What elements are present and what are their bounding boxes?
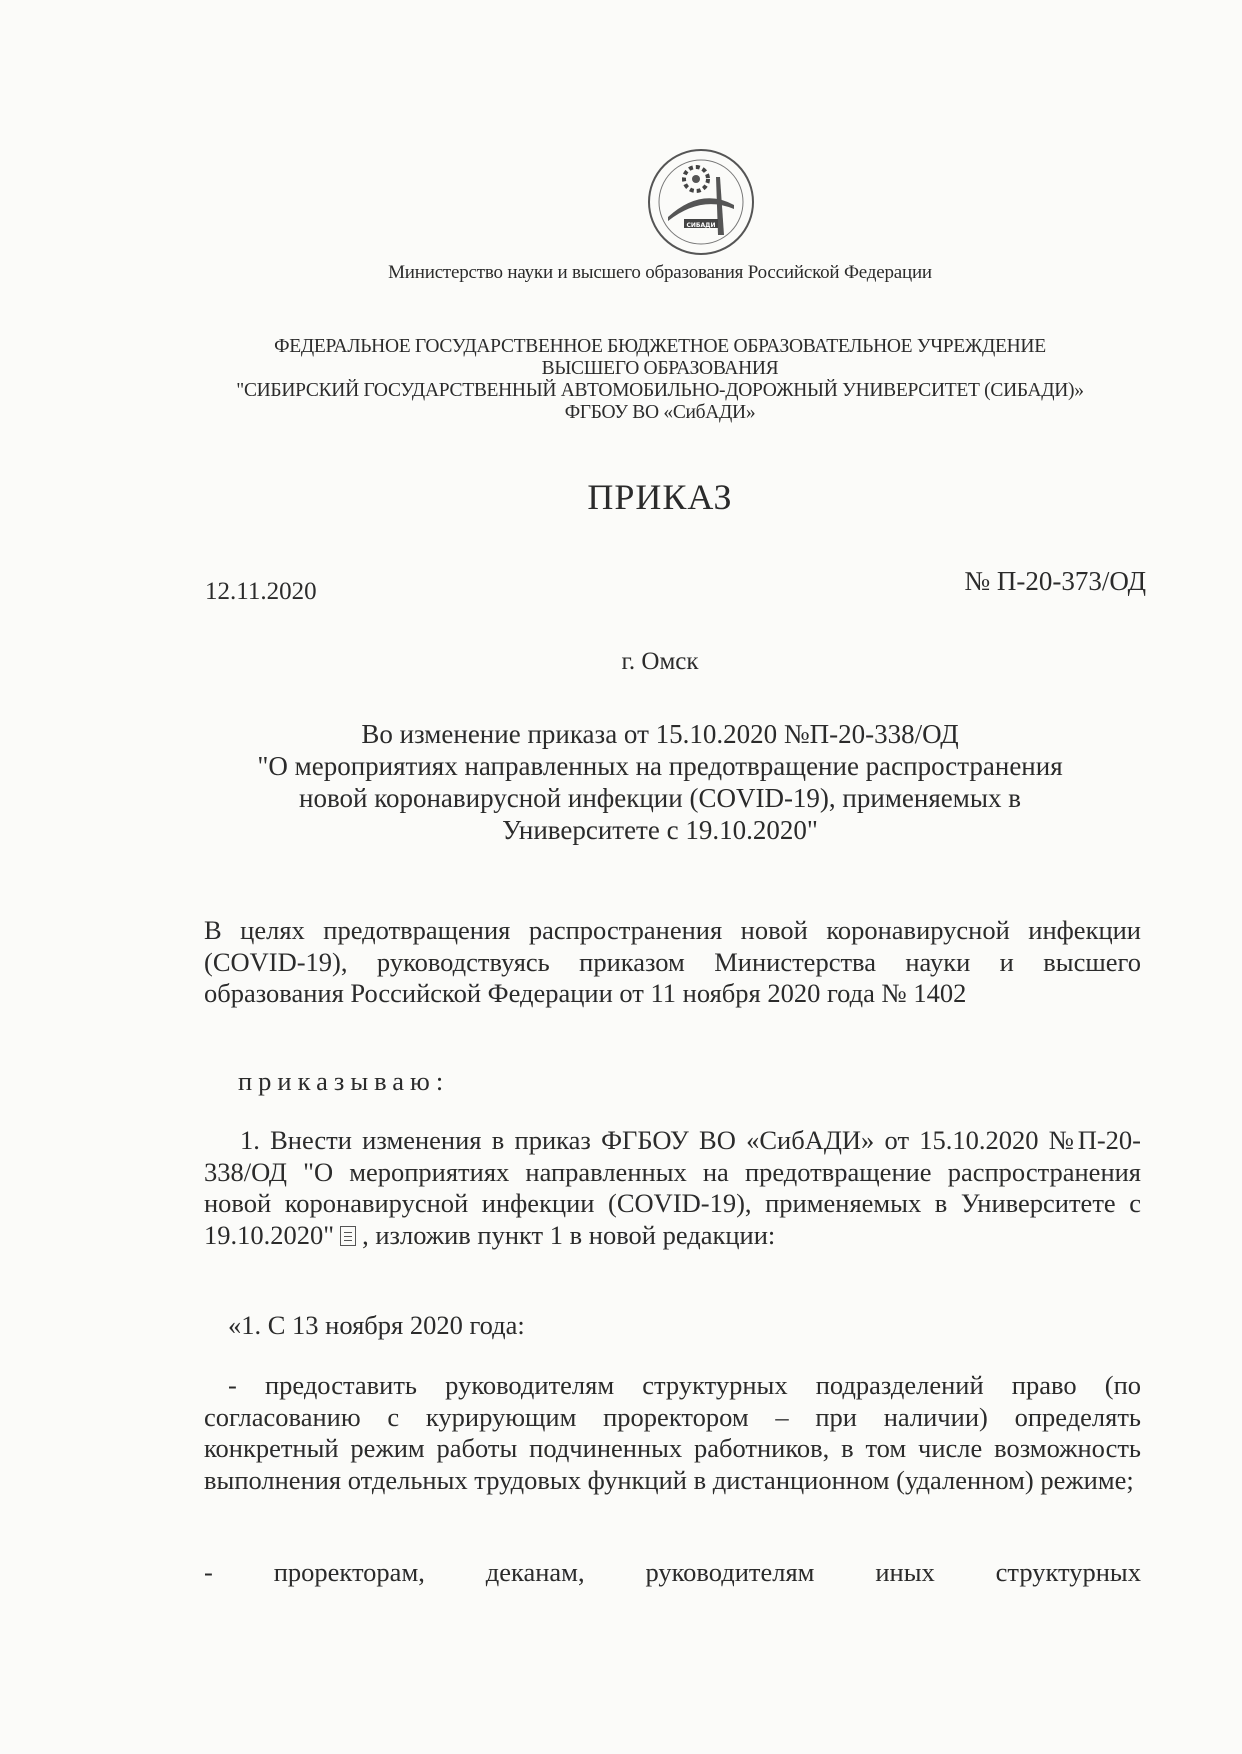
order-word: приказываю: — [238, 1066, 450, 1096]
bullet-2-word: руководителям — [645, 1557, 815, 1587]
org-line: ВЫСШЕГО ОБРАЗОВАНИЯ — [541, 358, 779, 379]
item-1-paragraph — [204, 1125, 1141, 1251]
bullet-2-word: проректорам, — [273, 1557, 425, 1587]
bullet-2-word: структурных — [995, 1557, 1141, 1587]
subject-line: новой коронавирусной инфекции (COVID-19), применяемых в — [299, 783, 1021, 813]
document-number: № П-20-373/ОД — [964, 566, 1146, 596]
org-line: ФГБОУ ВО «СибАДИ» — [564, 402, 756, 423]
svg-text:СИБАДИ: СИБАДИ — [686, 222, 716, 229]
document-subject — [180, 718, 1140, 846]
org-line: "СИБИРСКИЙ ГОСУДАРСТВЕННЫЙ АВТОМОБИЛЬНО-ДОРОЖНЫЙ УНИВЕРСИТЕТ (СИБАДИ)» — [236, 380, 1084, 401]
item-1-text: 1. Внести изменения в приказ ФГБОУ ВО «СибАДИ» от 15.10.2020 №П-20-338/ОД "О мероприятиях направленных на предотвращение распространения новой коронавирусной инфекции (COVID-19), применяемых в Университете с 19.10.2020" — [204, 1125, 1141, 1250]
bullet-2-word: деканам, — [485, 1557, 585, 1587]
organization-name — [180, 336, 1140, 424]
quote-start: «1. С 13 ноября 2020 года: — [228, 1310, 525, 1340]
bullet-2-word: иных — [875, 1557, 935, 1587]
item-1-text-end: , изложив пункт 1 в новой редакции: — [362, 1219, 776, 1250]
document-city: г. Омск — [621, 648, 699, 675]
intro-paragraph: В целях предотвращения распространения новой коронавирусной инфекции (COVID-19), руководствуясь приказом Министерства науки и высшего образования Российской Федерации от 11 ноября 2020 года № 1402 — [204, 915, 1141, 1008]
subject-line: Университете с 19.10.2020" — [502, 815, 818, 845]
bullet-2 — [204, 1557, 1141, 1589]
document-link-icon[interactable] — [340, 1226, 356, 1246]
bullet-2-word: - — [204, 1557, 213, 1587]
ministry-name: Министерство науки и высшего образования Российской Федерации — [388, 262, 932, 283]
subject-line: Во изменение приказа от 15.10.2020 №П-20-338/ОД — [361, 719, 959, 749]
bullet-1: - предоставить руководителям структурных подразделений право (по согласованию с курирующим проректором – при наличии) определять конкретный режим работы подчиненных работников, в том числе возможность выполнения отдельных трудовых функций в дистанционном (удаленном) режиме; — [204, 1370, 1141, 1495]
subject-line: "О мероприятиях направленных на предотвращение распространения — [257, 751, 1063, 781]
document-date: 12.11.2020 — [205, 578, 317, 605]
document-title: ПРИКАЗ — [587, 477, 733, 517]
university-emblem — [646, 147, 756, 257]
org-line: ФЕДЕРАЛЬНОЕ ГОСУДАРСТВЕННОЕ БЮДЖЕТНОЕ ОБРАЗОВАТЕЛЬНОЕ УЧРЕЖДЕНИЕ — [274, 336, 1046, 357]
